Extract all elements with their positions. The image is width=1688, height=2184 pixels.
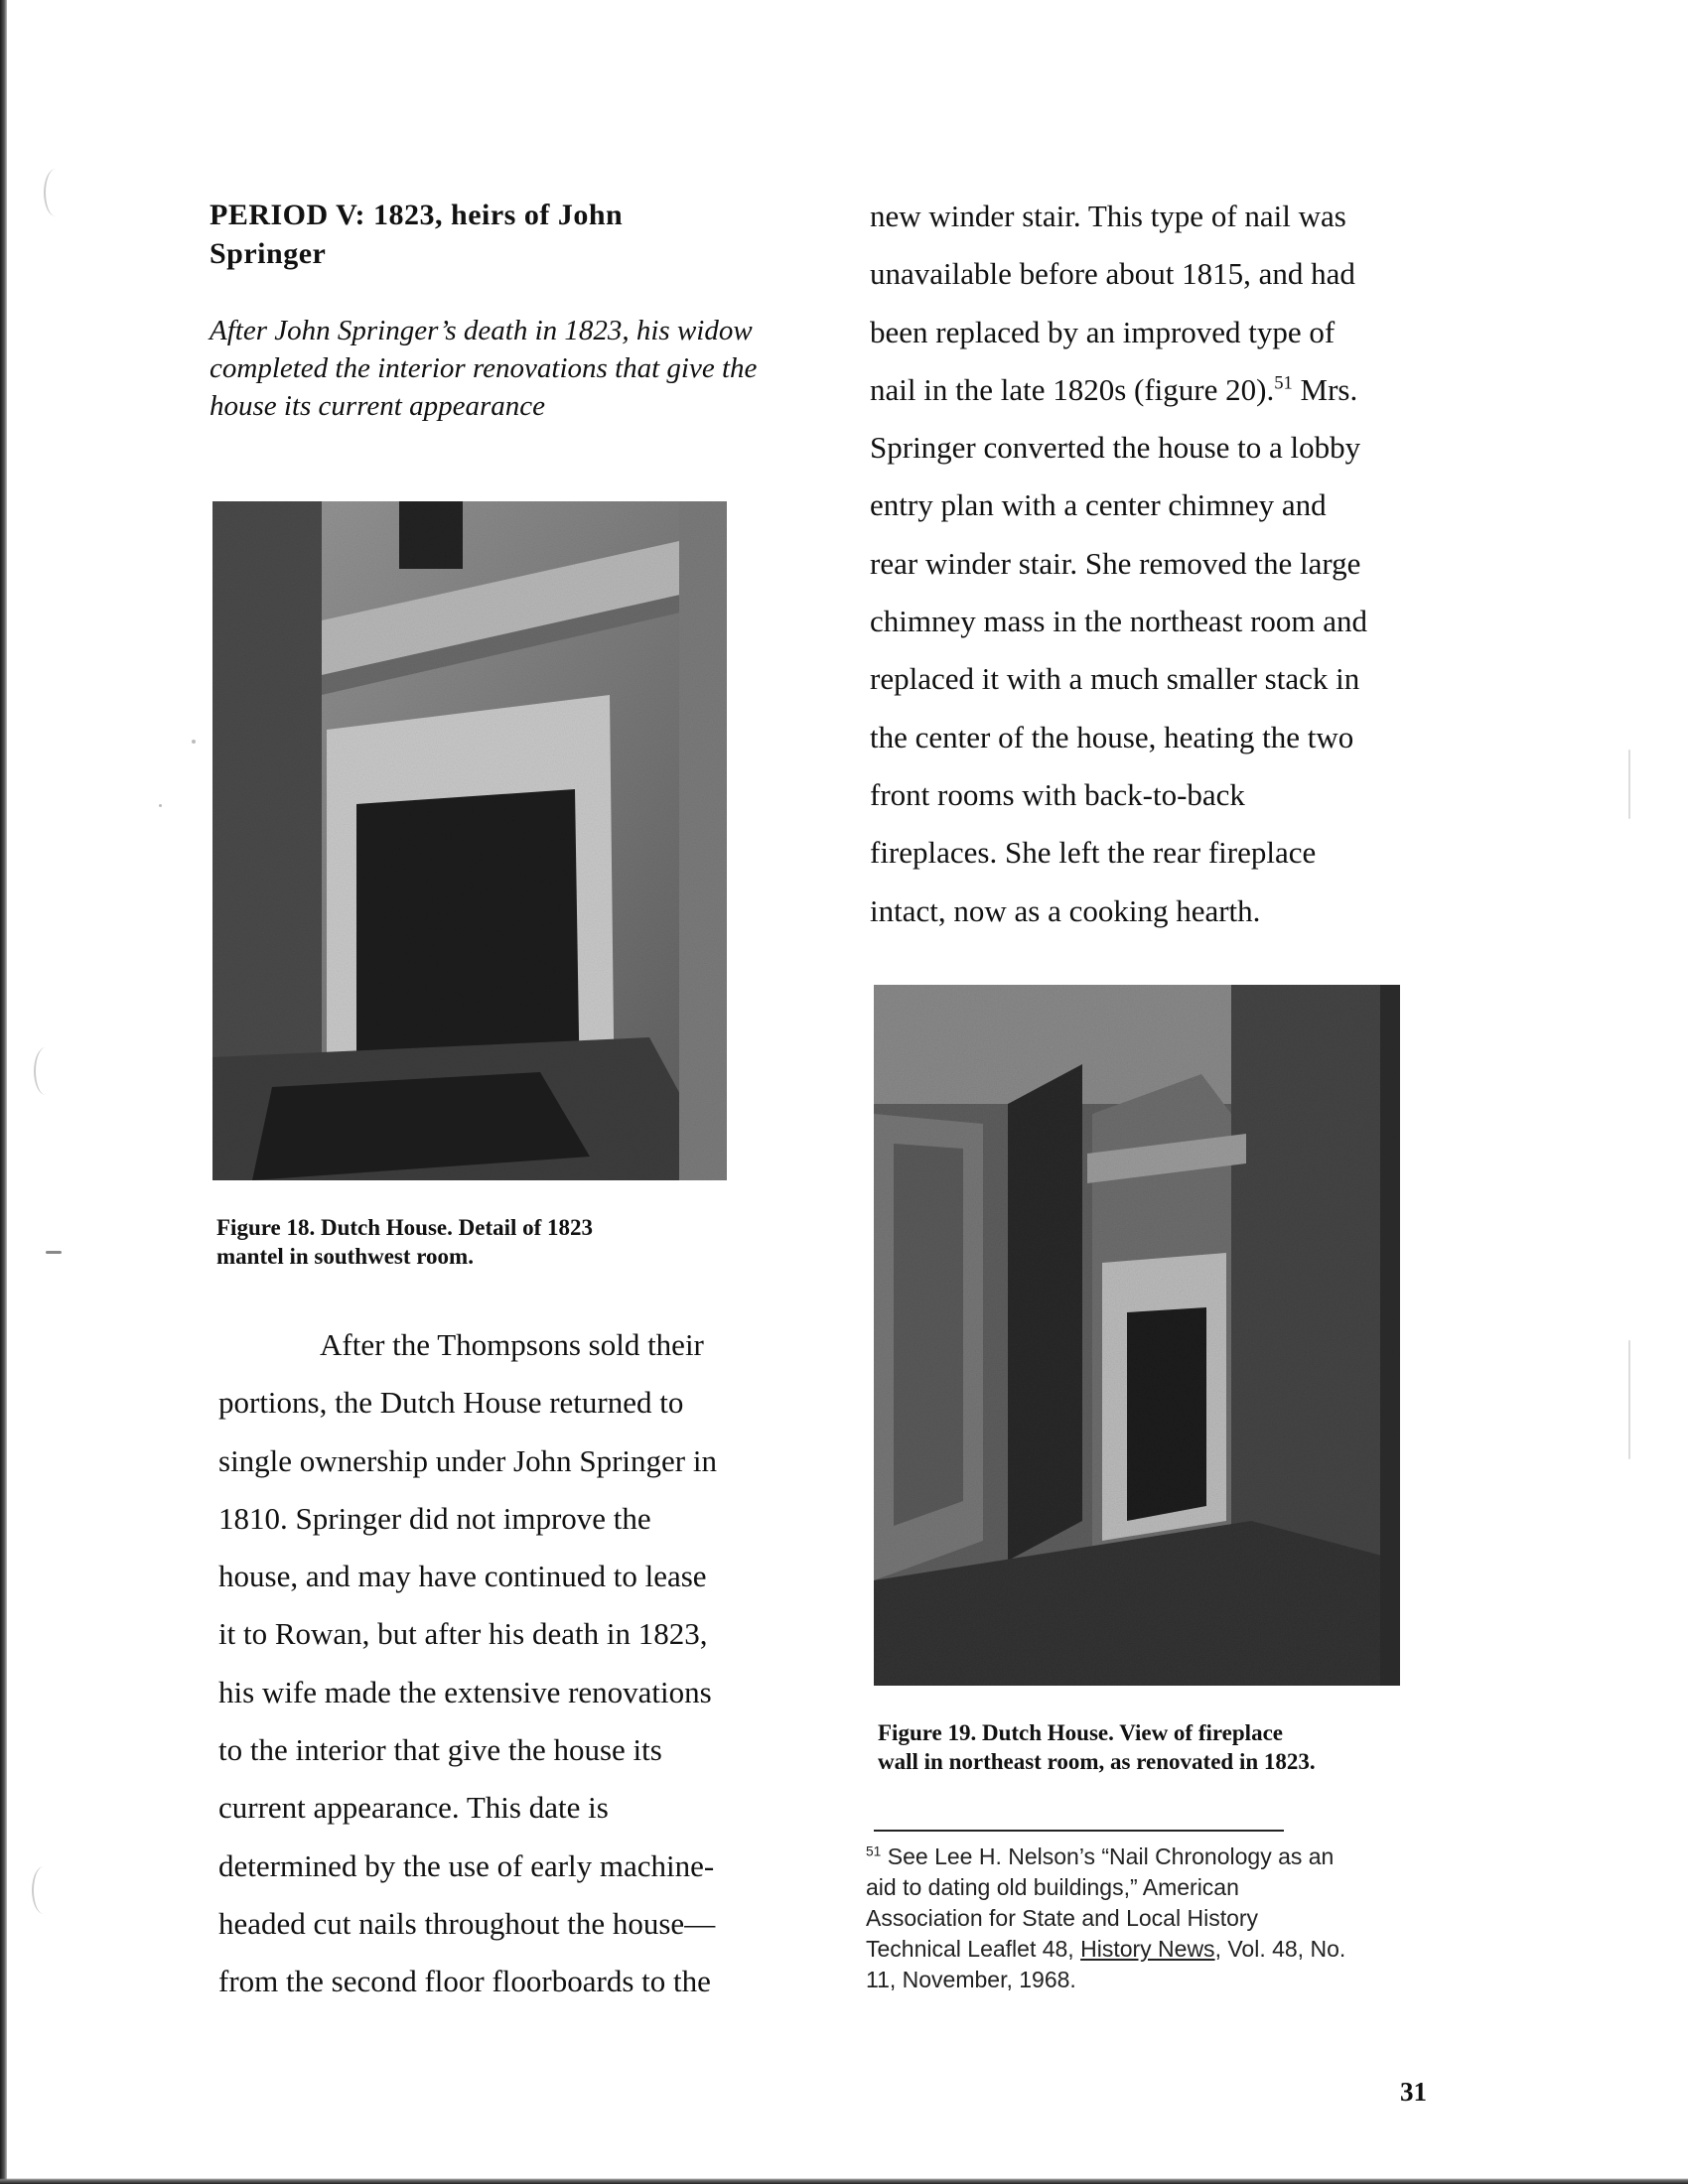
footnote-rule bbox=[874, 1830, 1284, 1832]
scan-artifact bbox=[34, 1047, 58, 1095]
footnote-line: 11, November, 1968. bbox=[866, 1967, 1076, 1992]
footnote-line: aid to dating old buildings,” American bbox=[866, 1874, 1239, 1900]
scan-speck bbox=[1628, 750, 1630, 819]
body-line: new winder stair. This type of nail was bbox=[870, 199, 1346, 233]
body-line: 1810. Springer did not improve the bbox=[218, 1500, 651, 1536]
figure-18-caption-line-1: Figure 18. Dutch House. Detail of 1823 bbox=[216, 1215, 594, 1240]
body-line-text: nail in the late 1820s (figure 20). bbox=[870, 371, 1275, 407]
figure-18-caption bbox=[216, 1213, 733, 1271]
body-line: chimney mass in the northeast room and bbox=[870, 604, 1368, 639]
body-line: been replaced by an improved type of bbox=[870, 314, 1336, 349]
body-line: determined by the use of early machine- bbox=[218, 1847, 715, 1883]
scan-edge-left bbox=[0, 0, 7, 2184]
scan-edge-bottom bbox=[0, 2178, 1688, 2184]
body-line: Springer converted the house to a lobby bbox=[870, 430, 1361, 466]
section-heading-line-1: PERIOD V: 1823, heirs of John bbox=[210, 199, 624, 231]
body-line: rear winder stair. She removed the large bbox=[870, 545, 1361, 581]
footnote-marker: 51 bbox=[866, 1843, 882, 1859]
body-line: it to Rowan, but after his death in 1823, bbox=[218, 1616, 708, 1652]
body-line: After the Thompsons sold their bbox=[320, 1327, 704, 1362]
footnote-line: Association for State and Local History bbox=[866, 1905, 1259, 1931]
body-line: entry plan with a center chimney and bbox=[870, 487, 1327, 523]
section-subtitle: After John Springer’s death in 1823, his widow completed the interior renovations that give the house its current appearance bbox=[210, 315, 758, 422]
body-column-left bbox=[218, 1316, 774, 2011]
footnote-text: , Vol. 48, No. bbox=[1214, 1936, 1346, 1962]
figure-19-caption-line-1: Figure 19. Dutch House. View of fireplace bbox=[878, 1720, 1283, 1745]
body-line: his wife made the extensive renovations bbox=[218, 1674, 712, 1709]
body-line bbox=[870, 361, 1426, 419]
body-line: fireplaces. She left the rear fireplace bbox=[870, 835, 1317, 871]
body-line: unavailable before about 1815, and had bbox=[870, 256, 1355, 292]
footnote-reference[interactable]: 51 bbox=[1274, 372, 1293, 394]
footnote-text: See Lee H. Nelson’s “Nail Chronology as an bbox=[887, 1843, 1335, 1869]
body-line: the center of the house, heating the two bbox=[870, 719, 1354, 754]
body-line: single ownership under John Springer in bbox=[218, 1442, 717, 1478]
footnote-line bbox=[866, 1842, 1442, 1872]
figure-19-caption-line-2: wall in northeast room, as renovated in 1823. bbox=[878, 1749, 1316, 1774]
body-line: headed cut nails throughout the house— bbox=[218, 1905, 716, 1941]
body-line: current appearance. This date is bbox=[218, 1790, 609, 1826]
body-column-right bbox=[870, 188, 1426, 940]
footnote-text: Technical Leaflet 48, bbox=[866, 1936, 1074, 1962]
scan-speck bbox=[159, 804, 162, 807]
section-heading bbox=[210, 196, 726, 273]
figure-19-caption bbox=[878, 1718, 1434, 1776]
section-heading-line-2: Springer bbox=[210, 237, 327, 270]
body-line: to the interior that give the house its bbox=[218, 1732, 662, 1768]
body-line: from the second floor floorboards to the bbox=[218, 1964, 711, 1999]
scan-artifact bbox=[32, 1866, 56, 1914]
body-line-text: Mrs. bbox=[1300, 371, 1358, 407]
body-line: portions, the Dutch House returned to bbox=[218, 1385, 684, 1421]
body-line: intact, now as a cooking hearth. bbox=[870, 892, 1261, 928]
scan-speck bbox=[192, 740, 196, 744]
footnote bbox=[866, 1842, 1442, 1995]
journal-title: History News bbox=[1080, 1936, 1215, 1962]
figure-18-photo bbox=[212, 501, 727, 1180]
scan-speck bbox=[1628, 1340, 1630, 1459]
scan-speck bbox=[46, 1251, 62, 1254]
body-line: replaced it with a much smaller stack in bbox=[870, 661, 1360, 697]
figure-19-photo bbox=[874, 985, 1400, 1686]
footnote-line bbox=[866, 1934, 1442, 1965]
page-number: 31 bbox=[1400, 2077, 1427, 2107]
body-line: house, and may have continued to lease bbox=[218, 1559, 707, 1594]
body-line: front rooms with back-to-back bbox=[870, 776, 1245, 812]
scan-artifact bbox=[44, 169, 68, 216]
figure-18-caption-line-2: mantel in southwest room. bbox=[216, 1244, 474, 1269]
